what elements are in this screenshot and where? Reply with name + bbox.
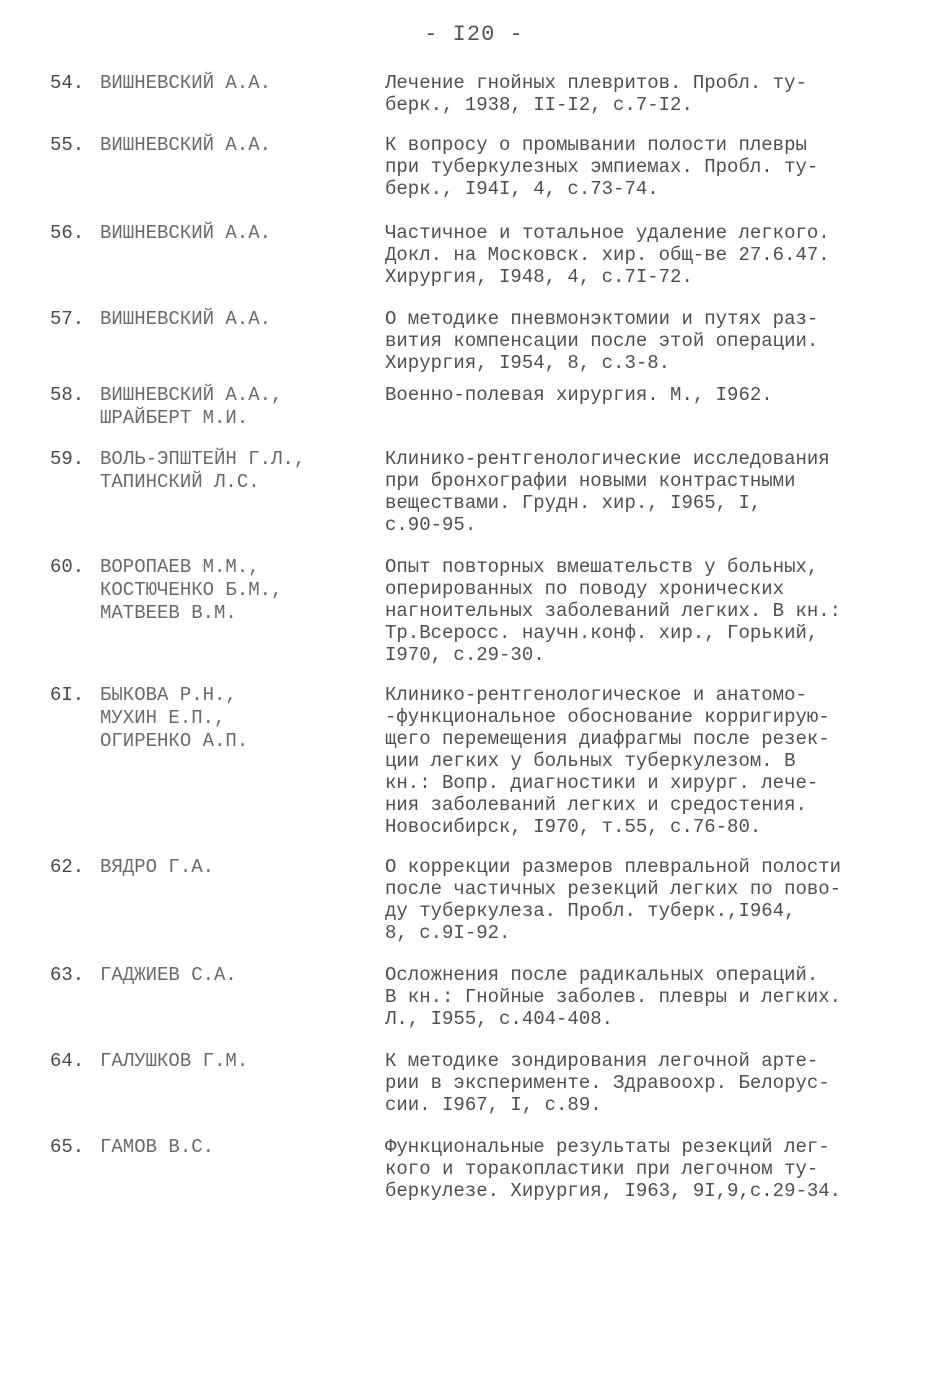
citation-line: Л., I955, с.404-408. (385, 1008, 614, 1030)
author: ВИШНЕВСКИЙ А.А. (100, 72, 272, 94)
entry-citation (385, 1050, 905, 1116)
citation-line: Клинико-рентгенологические исследования (385, 448, 830, 470)
bibliography-entry (0, 684, 948, 856)
citation-line: беркулезе. Хирургия, I963, 9I,9,с.29-34. (385, 1180, 842, 1202)
bibliography-entry (0, 384, 948, 448)
citation-line: I970, с.29-30. (385, 644, 545, 666)
bibliography-list (0, 72, 948, 1216)
bibliography-entry (0, 964, 948, 1050)
author: ВИШНЕВСКИЙ А.А., (100, 384, 283, 406)
entry-authors (100, 308, 385, 331)
bibliography-entry (0, 1136, 948, 1216)
entry-number: 55. (50, 134, 85, 156)
entry-authors (100, 856, 385, 879)
entry-citation (385, 856, 905, 944)
entry-authors (100, 384, 385, 430)
bibliography-entry (0, 308, 948, 384)
entry-number: 59. (50, 448, 85, 470)
author: ТАПИНСКИЙ Л.С. (100, 471, 260, 493)
author: ВИШНЕВСКИЙ А.А. (100, 222, 272, 244)
entry-number: 54. (50, 72, 85, 94)
citation-line: кн.: Вопр. диагностики и хирург. лече- (385, 772, 819, 794)
entry-number: 62. (50, 856, 85, 878)
entry-number: 58. (50, 384, 85, 406)
citation-line: О коррекции размеров плевральной полости (385, 856, 842, 878)
entry-number: 56. (50, 222, 85, 244)
entry-authors (100, 1136, 385, 1159)
entry-citation (385, 964, 905, 1030)
bibliography-entry (0, 134, 948, 222)
bibliography-entry (0, 222, 948, 308)
entry-citation (385, 134, 905, 200)
entry-authors (100, 222, 385, 245)
citation-line: Хирургия, I948, 4, с.7I-72. (385, 266, 693, 288)
entry-authors (100, 556, 385, 625)
author: КОСТЮЧЕНКО Б.М., (100, 579, 283, 601)
author: ВИШНЕВСКИЙ А.А. (100, 308, 272, 330)
citation-line: Функциональные результаты резекций лег- (385, 1136, 830, 1158)
citation-line: ния заболеваний легких и средостения. (385, 794, 807, 816)
entry-citation (385, 556, 905, 666)
citation-line: Осложнения после радикальных операций. (385, 964, 819, 986)
entry-number: 60. (50, 556, 85, 578)
citation-line: Докл. на Московск. хир. общ-ве 27.6.47. (385, 244, 830, 266)
entry-citation (385, 1136, 905, 1202)
citation-line: Новосибирск, I970, т.55, с.76-80. (385, 816, 762, 838)
citation-line: Лечение гнойных плевритов. Пробл. ту- (385, 72, 807, 94)
author: ВОРОПАЕВ М.М., (100, 556, 260, 578)
author: ВИШНЕВСКИЙ А.А. (100, 134, 272, 156)
page-number: - I20 - (424, 22, 524, 47)
entry-citation (385, 384, 905, 406)
author: МАТВЕЕВ В.М. (100, 602, 237, 624)
author: ШРАЙБЕРТ М.И. (100, 407, 249, 429)
author: ВЯДРО Г.А. (100, 856, 215, 878)
citation-line: оперированных по поводу хронических (385, 578, 785, 600)
citation-line: при бронхографии новыми контрастными (385, 470, 796, 492)
citation-line: с.90-95. (385, 514, 477, 536)
entry-number: 6I. (50, 684, 85, 706)
citation-line: К методике зондирования легочной арте- (385, 1050, 819, 1072)
author: БЫКОВА Р.Н., (100, 684, 237, 706)
citation-line: нагноительных заболеваний легких. В кн.: (385, 600, 842, 622)
entry-authors (100, 448, 385, 494)
citation-line: веществами. Грудн. хир., I965, I, (385, 492, 762, 514)
author: ГАМОВ В.С. (100, 1136, 215, 1158)
entry-number: 63. (50, 964, 85, 986)
citation-line: ду туберкулеза. Пробл. туберк.,I964, (385, 900, 796, 922)
citation-line: вития компенсации после этой операции. (385, 330, 819, 352)
citation-line: Хирургия, I954, 8, с.3-8. (385, 352, 671, 374)
entry-authors (100, 72, 385, 95)
citation-line: ции легких у больных туберкулезом. В (385, 750, 796, 772)
citation-line: кого и торакопластики при легочном ту- (385, 1158, 819, 1180)
citation-line: сии. I967, I, с.89. (385, 1094, 602, 1116)
author: ГАЛУШКОВ Г.М. (100, 1050, 249, 1072)
citation-line: Клинико-рентгенологическое и анатомо- (385, 684, 807, 706)
author: МУХИН Е.П., (100, 707, 226, 729)
citation-line: О методике пневмонэктомии и путях раз- (385, 308, 819, 330)
citation-line: берк., I94I, 4, с.73-74. (385, 178, 659, 200)
citation-line: после частичных резекций легких по пово- (385, 878, 842, 900)
entry-citation (385, 448, 905, 536)
citation-line: К вопросу о промывании полости плевры (385, 134, 807, 156)
author: ГАДЖИЕВ С.А. (100, 964, 237, 986)
citation-line: берк., 1938, II-I2, с.7-I2. (385, 94, 693, 116)
entry-citation (385, 308, 905, 374)
bibliography-entry (0, 556, 948, 684)
entry-number: 64. (50, 1050, 85, 1072)
entry-citation (385, 72, 905, 116)
author: ВОЛЬ-ЭПШТЕЙН Г.Л., (100, 448, 306, 470)
citation-line: 8, с.9I-92. (385, 922, 511, 944)
bibliography-entry (0, 72, 948, 134)
bibliography-entry (0, 1050, 948, 1136)
author: ОГИРЕНКО А.П. (100, 730, 249, 752)
citation-line: Военно-полевая хирургия. М., I962. (385, 384, 773, 406)
bibliography-entry (0, 448, 948, 556)
citation-line: при туберкулезных эмпиемах. Пробл. ту- (385, 156, 819, 178)
citation-line: -функциональное обоснование корригирую- (385, 706, 830, 728)
entry-authors (100, 964, 385, 987)
citation-line: Тр.Всеросс. научн.конф. хир., Горький, (385, 622, 819, 644)
entry-number: 65. (50, 1136, 85, 1158)
citation-line: щего перемещения диафрагмы после резек- (385, 728, 830, 750)
entry-authors (100, 134, 385, 157)
citation-line: Частичное и тотальное удаление легкого. (385, 222, 830, 244)
citation-line: В кн.: Гнойные заболев. плевры и легких. (385, 986, 842, 1008)
entry-authors (100, 1050, 385, 1073)
entry-citation (385, 222, 905, 288)
citation-line: Опыт повторных вмешательств у больных, (385, 556, 819, 578)
entry-number: 57. (50, 308, 85, 330)
entry-authors (100, 684, 385, 753)
bibliography-entry (0, 856, 948, 964)
citation-line: рии в эксперименте. Здравоохр. Белорус- (385, 1072, 830, 1094)
entry-citation (385, 684, 905, 838)
